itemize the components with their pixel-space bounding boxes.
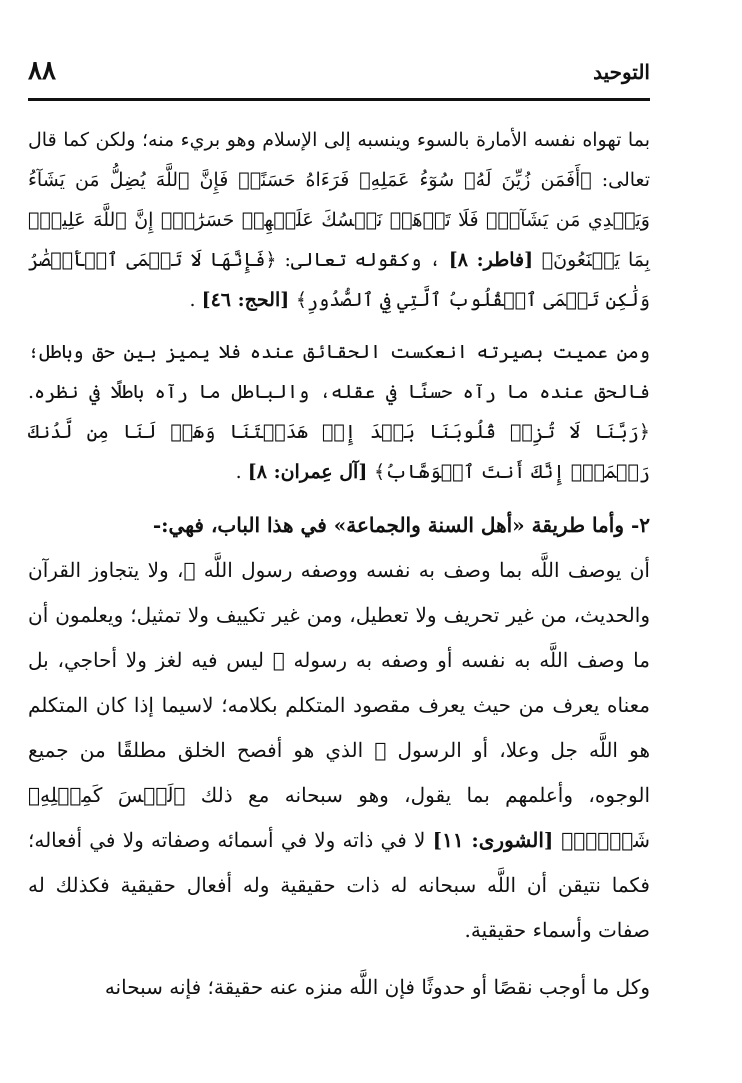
quran-verse-fatir: ﴿أَفَمَن زُيِّنَ لَهُۥ سُوٓءُ عَمَلِهِۦ فَرَءَاهُ حَسَنًاۖ فَإِنَّ ٱللَّهَ يُضِلُّ مَن يَشَآءُ وَيَهۡدِي مَن يَشَآءُۖ فَلَا تَذۡهَبۡ نَفۡسُكَ عَلَيۡهِمۡ حَسَرَٰتٍۚ إِنَّ ٱللَّهَ عَلِيمُۢ بِمَا يَصۡنَعُونَ﴾: [28, 169, 651, 271]
verse-reference-al-imran: [آل عِمران: ٨]: [247, 461, 374, 483]
page-number: ٨٨: [28, 56, 56, 86]
page-body: [28, 120, 650, 1010]
quran-verse-shura: ﴿لَيۡسَ كَمِثۡلِهِۦ شَيۡءٞۖ﴾: [28, 783, 650, 852]
paragraph-1: [28, 120, 650, 320]
paragraph-2-text-b: .: [235, 461, 248, 483]
quran-verse-hajj: ﴿فَإِنَّهَا لَا تَعۡمَى ٱلۡأَبۡصَٰرُ وَلَٰكِن تَعۡمَى ٱلۡقُلُوبُ ٱلَّتِي فِي ٱلصُّدُورِ﴾: [28, 249, 650, 311]
paragraph-2: [28, 332, 650, 492]
paragraph-1-text-b: ، وكقوله تعالى:: [276, 249, 449, 271]
header-divider: [28, 98, 650, 101]
paragraph-1-text-c: .: [189, 289, 202, 311]
paragraph-3-text-a: أن يوصف اللَّه بما وصف به نفسه ووصفه رسول اللَّه ﷺ، ولا يتجاوز القرآن والحديث، من غير تحريف ولا تعطيل، ومن غير تكييف ولا تمثيل؛ ويعلمون أن ما وصف اللَّه به نفسه أو وصفه به رسوله ﷺ ليس فيه لغز ولا أحاجي، بل معناه يعرف من حيث يعرف مقصود المتكلم بكلامه؛ لاسيما إذا كان المتكلم هو اللَّه جل وعلا، أو الرسول ﷺ الذي هو أفصح الخلق مطلقًا من جميع الوجوه، وأعلمهم بما يقول، وهو سبحانه مع ذلك: [28, 558, 650, 807]
verse-reference-fatir: [فاطر: ٨]: [448, 249, 542, 271]
paragraph-3-text-b: لا في ذاته ولا في أسمائه وصفاته ولا في أفعاله؛ فكما نتيقن أن اللَّه سبحانه له ذات حقيقية وله أفعال حقيقية فكذلك له صفات وأسماء حقيقية.: [28, 828, 650, 942]
verse-reference-shura: [الشورى: ١١]: [432, 828, 562, 852]
quran-verse-al-imran: ﴿رَبَّنَا لَا تُزِغۡ قُلُوبَنَا بَعۡدَ إِذۡ هَدَيۡتَنَا وَهَبۡ لَنَا مِن لَّدُنكَ رَحۡمَةًۚ إِنَّكَ أَنتَ ٱلۡوَهَّابُ﴾: [28, 421, 651, 483]
verse-reference-hajj: [الحج: ٤٦]: [201, 289, 296, 311]
page-header: [28, 56, 650, 92]
paragraph-4: وكل ما أوجب نقصًا أو حدوثًا فإن اللَّه منزه عنه حقيقة؛ فإنه سبحانه: [104, 975, 650, 999]
section-heading: ٢- وأما طريقة «أهل السنة والجماعة» في هذا الباب، فهي:-: [152, 513, 650, 537]
paragraph-2-text-a: ومن عميت بصيرته انعكست الحقائق عنده فلا يميز بين حق وباطل؛ فالحق عنده ما رآه حسنًا في عقله، والباطل ما رآه باطلًا في نظره.: [28, 341, 650, 403]
running-title: التوحيد: [593, 60, 650, 84]
paragraph-1-text-a: بما تهواه نفسه الأمارة بالسوء وينسبه إلى الإسلام وهو بريء منه؛ ولكن كما قال تعالى:: [28, 129, 650, 191]
paragraph-3: [28, 548, 650, 953]
